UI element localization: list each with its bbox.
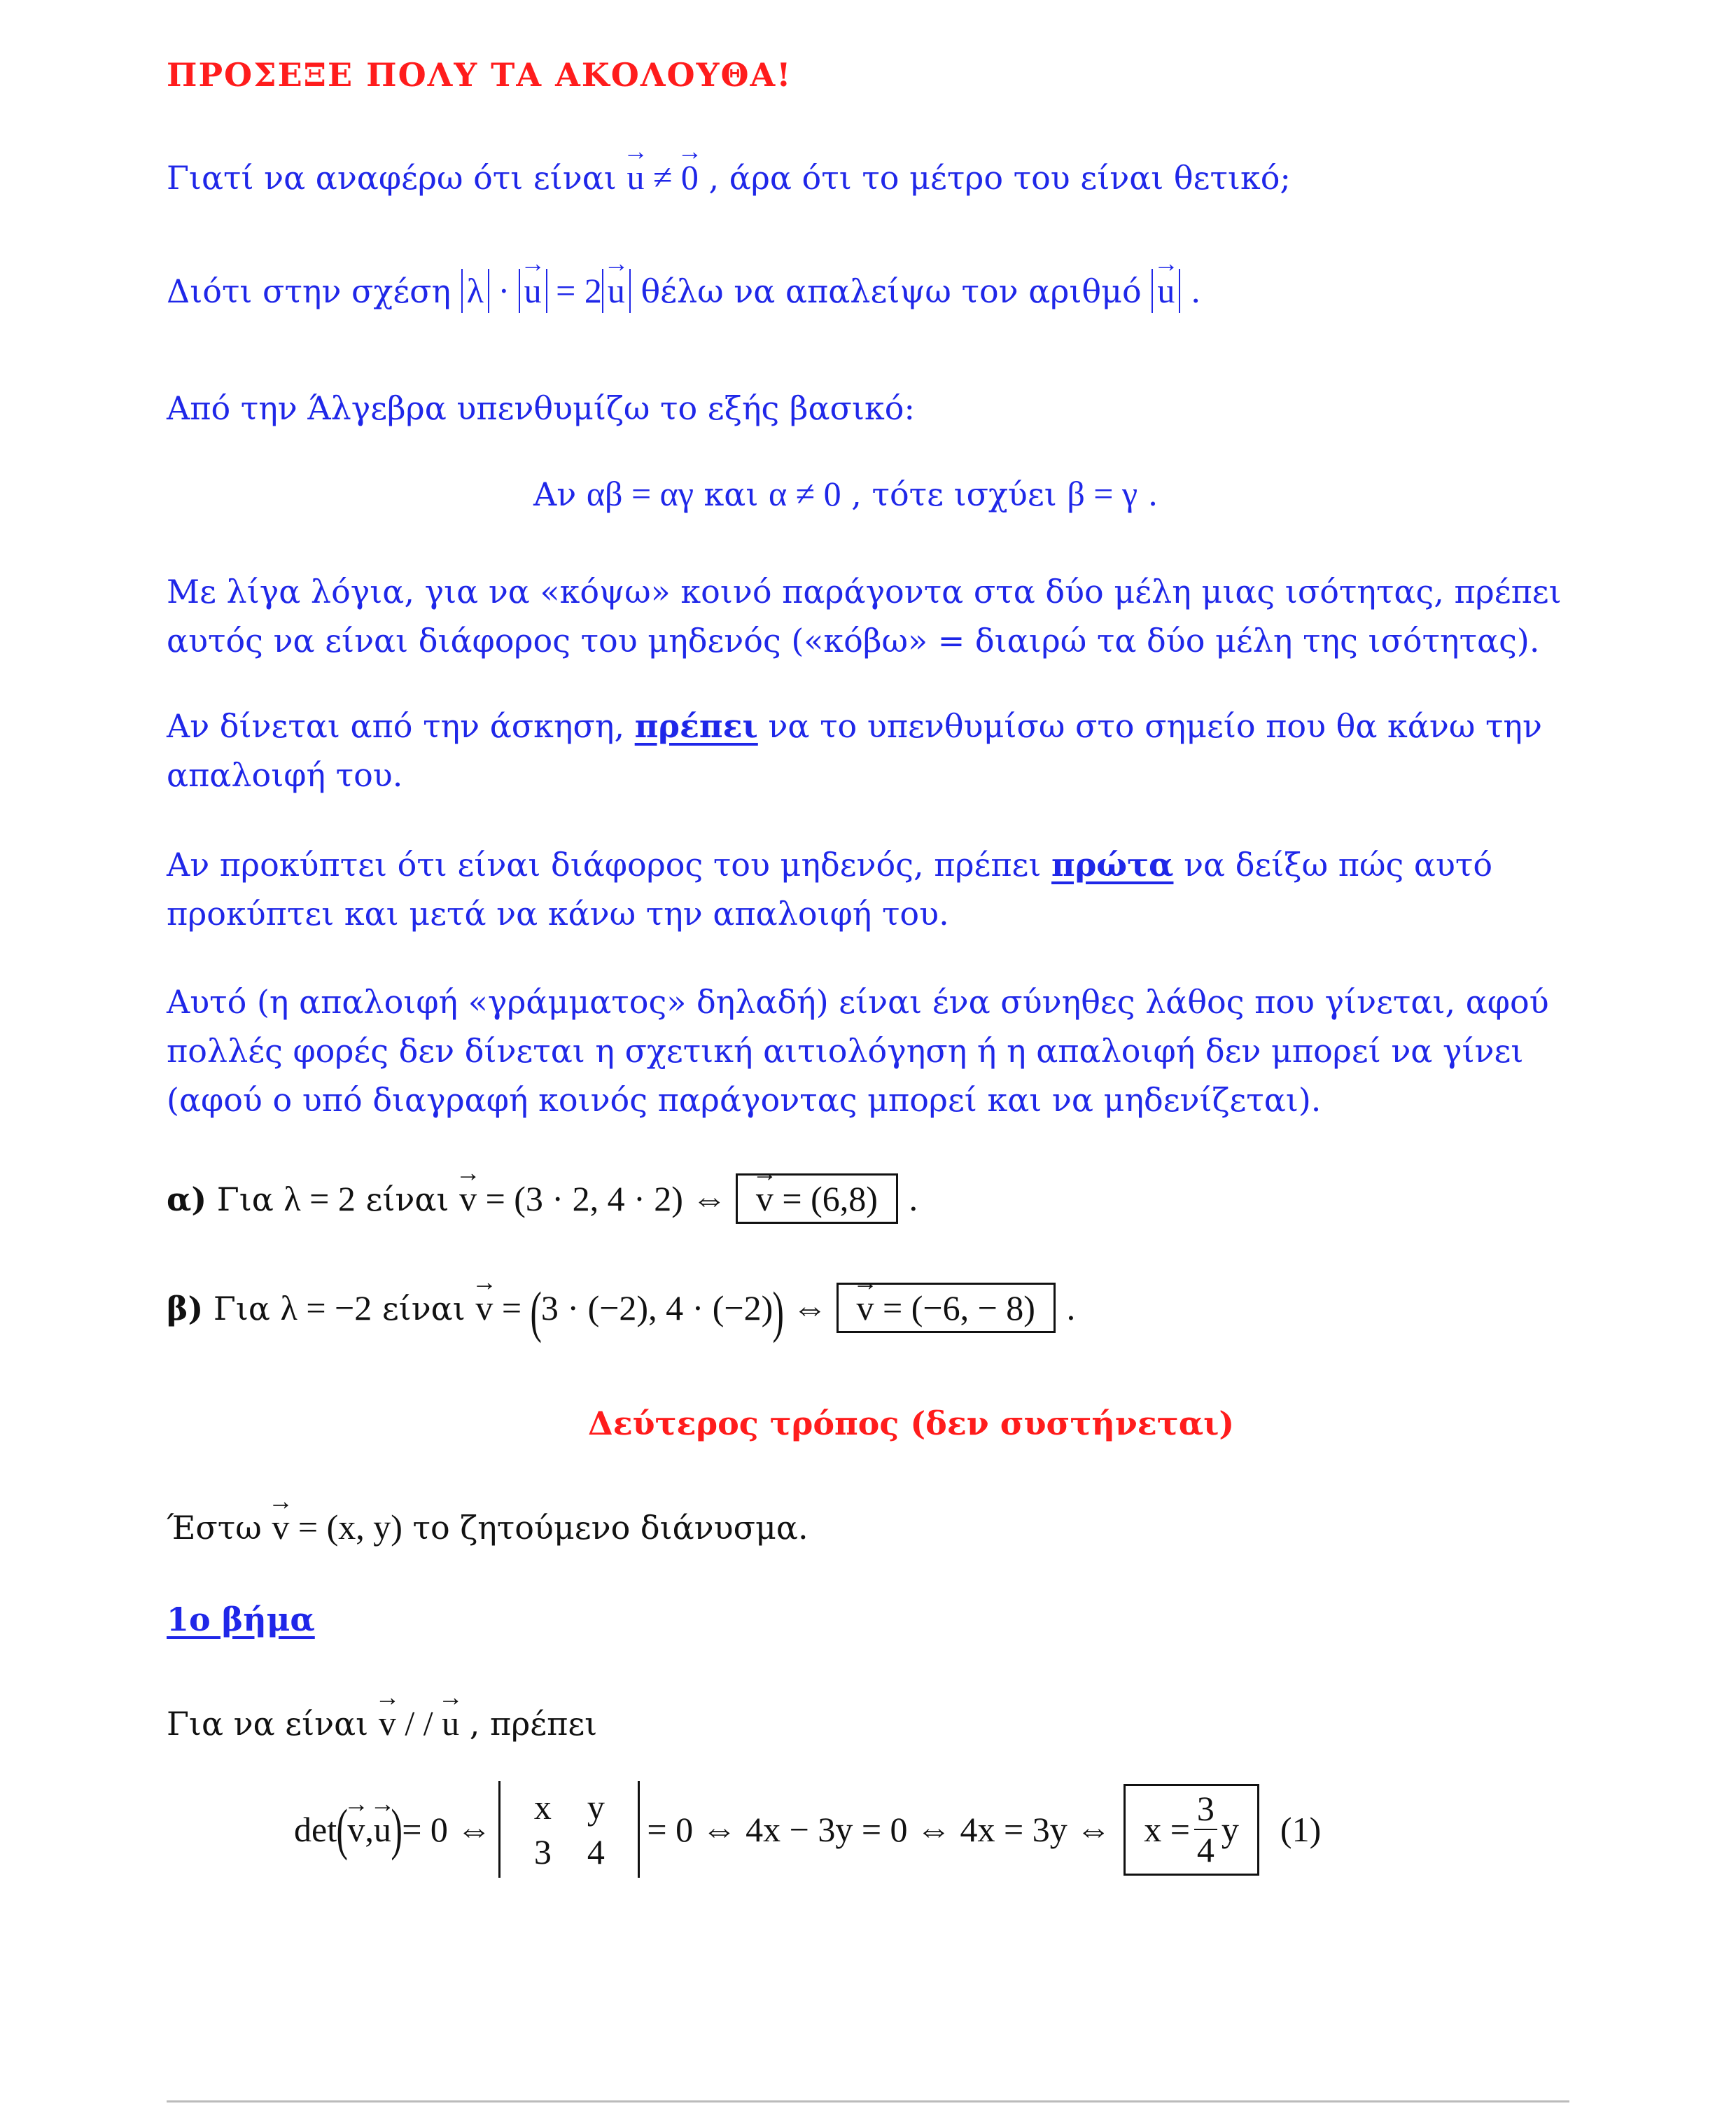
det-left-paren: ( — [336, 1797, 348, 1861]
abs-vector-u-end: → u — [1157, 269, 1175, 313]
algebra-rule — [533, 473, 1158, 514]
abs-lambda: λ — [461, 269, 489, 313]
fraction-three-quarters — [1194, 1789, 1217, 1871]
det-y: y — [1221, 1810, 1239, 1849]
q2-end: . — [1180, 272, 1201, 310]
p2-emphasis: πρέπει — [634, 707, 758, 745]
case-alpha-expression: = (3 · 2, 4 · 2) ⇔ — [477, 1179, 736, 1218]
fraction-numerator: 3 — [1194, 1789, 1217, 1831]
let-rest: = (x, y) — [289, 1507, 402, 1547]
q1-pre: Γιατί να αναφέρω ότι είναι — [167, 159, 627, 197]
det-vector-v: → v — [347, 1809, 365, 1850]
case-beta-boxed-v: → v — [857, 1288, 874, 1328]
matrix-cell-12: y — [587, 1787, 605, 1827]
p2-pre: Αν δίνεται από την άσκηση, — [167, 707, 635, 745]
case-beta-equals: = — [493, 1288, 531, 1327]
step-1-label: 1ο βήμα — [167, 1601, 315, 1638]
case-beta-result-box — [836, 1283, 1056, 1333]
rule-lhs: αβ = αγ — [586, 474, 694, 513]
det-eq0: = 0 ⇔ — [402, 1810, 492, 1849]
step-1-heading — [167, 1601, 315, 1638]
right-paren: ) — [772, 1279, 785, 1344]
rule-mid: και — [693, 475, 769, 513]
case-beta-vector-v: → v — [475, 1288, 493, 1328]
paragraph-3 — [167, 840, 1581, 938]
p3-emphasis: πρώτα — [1051, 846, 1174, 884]
case-alpha-mid: είναι — [355, 1180, 460, 1218]
abs-vector-u-rhs: → u — [608, 269, 625, 313]
matrix-cell-21: 3 — [533, 1832, 552, 1871]
det-x-equals: x = — [1144, 1810, 1190, 1849]
let-pre: Έστω — [167, 1509, 272, 1547]
rule-pre: Αν — [533, 475, 587, 513]
paragraph-4 — [167, 977, 1581, 1124]
case-alpha — [167, 1173, 918, 1224]
det-result-box — [1124, 1784, 1259, 1876]
p2-post: να το υπενθυμίσω στο σημείο που θα κάνω την απαλοιφή του. — [167, 707, 1542, 794]
determinant-matrix — [498, 1781, 640, 1878]
case-alpha-vector-v: → v — [459, 1178, 477, 1219]
rule-condition: α ≠ 0 — [769, 474, 841, 513]
vector-u: → u — [626, 157, 644, 197]
footer-divider — [167, 2100, 1569, 2102]
matrix-cell-22: 4 — [587, 1832, 605, 1871]
case-beta-end: . — [1055, 1290, 1077, 1327]
paragraph-4-text: Αυτό (η απαλοιφή «γράμματος» δηλαδή) είναι ένα σύνηθες λάθος που γίνεται, αφού πολλές φορές δεν δίνεται η σχετική αιτιολόγηση ή η απαλοιφή δεν μπορεί να γίνει (αφού ο υπό διαγραφή κοινός παράγοντας μπορεί και να μηδενίζεται). — [167, 983, 1549, 1119]
case-beta-iff: ⇔ — [783, 1288, 836, 1327]
parallel-pre: Για να είναι — [167, 1705, 379, 1743]
p3-pre: Αν προκύπτει ότι είναι διάφορος του μηδενός, πρέπει — [167, 846, 1052, 884]
case-beta-label: β) — [167, 1290, 204, 1327]
parallel-vector-u: → u — [442, 1703, 459, 1743]
case-alpha-label: α) — [167, 1180, 207, 1218]
case-beta — [167, 1279, 1077, 1344]
det-vector-u: → u — [374, 1809, 391, 1850]
equals-two: = 2 — [547, 271, 602, 310]
p3-post: να δείξω πώς αυτό προκύπτει και μετά να κάνω την απαλοιφή του. — [167, 846, 1493, 933]
det-chain: = 0 ⇔ 4x − 3y = 0 ⇔ 4x = 3y ⇔ — [647, 1810, 1112, 1849]
matrix-cell-11: x — [533, 1787, 552, 1827]
q2-post: θέλω να απαλείψω τον αριθμό — [630, 272, 1152, 310]
det-label: det — [294, 1810, 337, 1849]
fraction-denominator: 4 — [1196, 1830, 1214, 1869]
let-vector-v: → v — [272, 1507, 289, 1547]
zero-vector: → 0 — [681, 157, 699, 197]
abs-vector-u: → u — [524, 269, 542, 313]
neq-sign: ≠ — [644, 158, 681, 197]
q2-pre: Διότι στην σχέση — [167, 272, 461, 310]
determinant-equation — [294, 1781, 1321, 1878]
case-beta-boxed-rest: = (−6, − 8) — [874, 1288, 1035, 1327]
parallel-post: , πρέπει — [459, 1705, 598, 1743]
question-line-2 — [167, 269, 1201, 313]
case-alpha-boxed-rest: = (6,8) — [773, 1179, 878, 1218]
rule-end: . — [1138, 475, 1158, 513]
parallel-vector-v: → v — [379, 1703, 396, 1743]
rule-result: β = γ — [1067, 474, 1138, 513]
parallel-condition — [167, 1703, 597, 1743]
dot-operator: · — [489, 271, 519, 310]
warning-heading: ΠΡΟΣΕΞΕ ΠΟΛΥ ΤΑ ΑΚΟΛΟΥΘΑ! — [167, 56, 792, 94]
case-beta-mid: είναι — [372, 1290, 476, 1327]
second-way-heading: Δεύτερος τρόπος (δεν συστήνεται) — [588, 1404, 1235, 1442]
question-line-1 — [167, 157, 1291, 197]
paragraph-1-text: Με λίγα λόγια, για να «κόψω» κοινό παράγοντα στα δύο μέλη μιας ισότητας, πρέπει αυτός να είναι διάφορος του μηδενός («κόβω» = διαιρώ τα δύο μέλη της ισότητας). — [167, 573, 1562, 660]
let-vector-line — [167, 1507, 808, 1547]
case-alpha-boxed-v: → v — [756, 1178, 774, 1219]
q1-post: , άρα ότι το μέτρο του είναι θετικό; — [698, 159, 1291, 197]
equation-tag: (1) — [1280, 1810, 1322, 1849]
case-beta-lambda: λ = −2 — [280, 1288, 372, 1327]
parallel-sep: / / — [396, 1703, 442, 1743]
case-alpha-lambda: λ = 2 — [284, 1179, 356, 1218]
case-beta-pre: Για — [203, 1290, 281, 1327]
left-paren: ( — [530, 1279, 542, 1344]
case-alpha-result-box — [736, 1173, 898, 1224]
det-comma: , — [365, 1810, 374, 1849]
case-alpha-pre: Για — [206, 1180, 284, 1218]
let-post: το ζητούμενο διάνυσμα. — [402, 1509, 808, 1547]
paragraph-2 — [167, 702, 1581, 800]
case-alpha-end: . — [897, 1180, 919, 1218]
det-right-paren: ) — [391, 1797, 402, 1861]
paragraph-1 — [167, 567, 1581, 665]
rule-mid2: , τότε ισχύει — [841, 475, 1068, 513]
case-beta-inner: 3 · (−2), 4 · (−2) — [540, 1288, 774, 1327]
algebra-intro: Από την Άλγεβρα υπενθυμίζω το εξής βασικό: — [167, 389, 915, 427]
